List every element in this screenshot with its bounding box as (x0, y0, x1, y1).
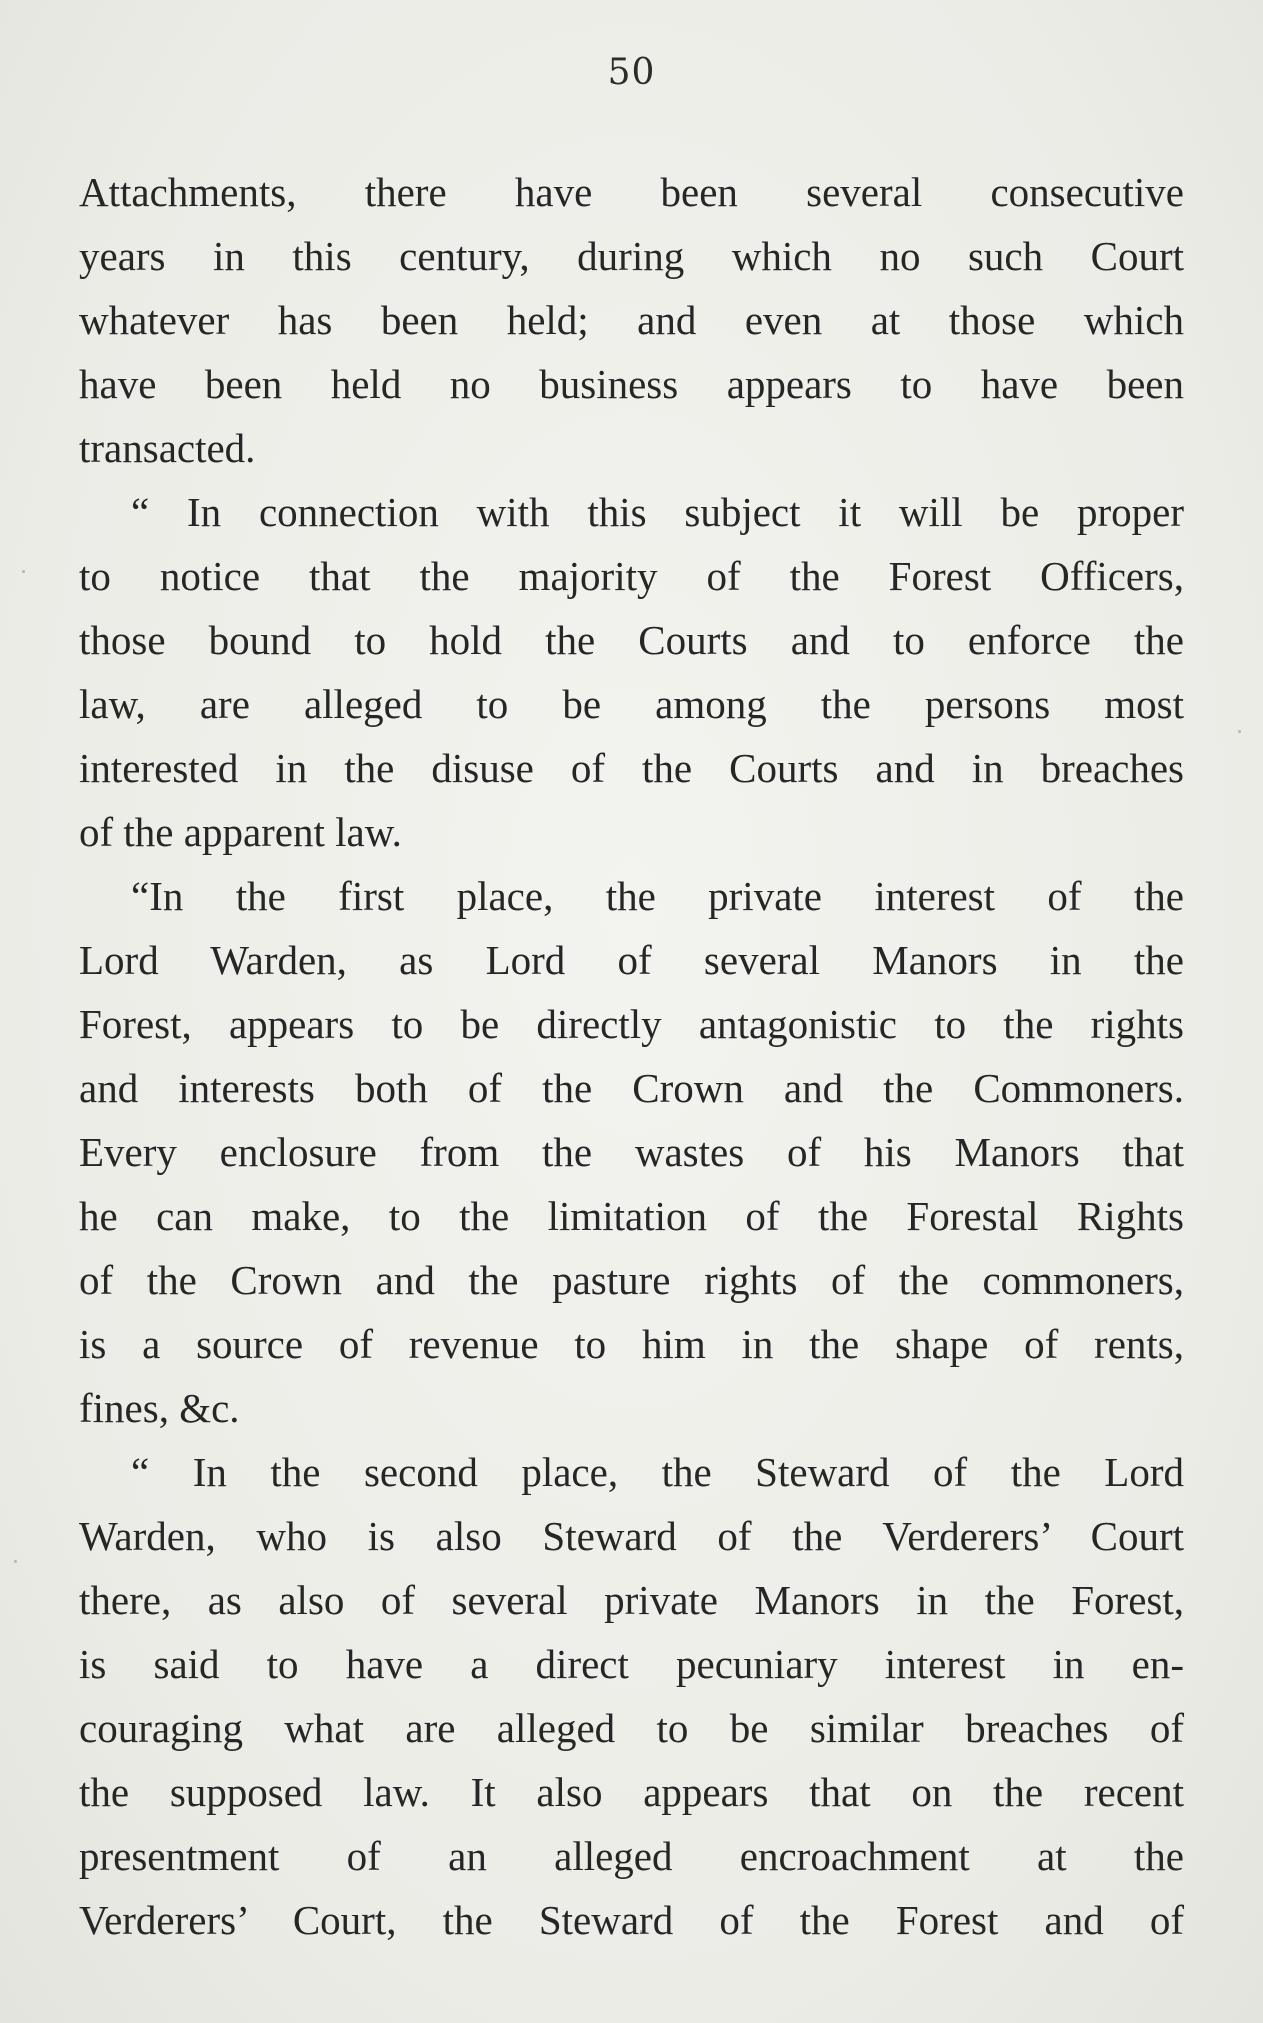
text-line: years in this century, during which no such Court (79, 233, 1184, 279)
text-line: Every enclosure from the wastes of his Manors that (79, 1129, 1184, 1175)
text-line: “ In connection with this subject it will be proper (131, 489, 1184, 535)
paper-speck (1238, 730, 1241, 733)
text-line: fines, &c. (79, 1385, 240, 1431)
text-line: have been held no business appears to have been (79, 361, 1184, 407)
paper-speck (14, 1560, 17, 1563)
body-text (79, 160, 1184, 1952)
paper-speck (22, 570, 25, 573)
text-line: interested in the disuse of the Courts and in breaches (79, 745, 1184, 791)
text-line: to notice that the majority of the Forest Officers, (79, 553, 1184, 599)
text-line: Lord Warden, as Lord of several Manors in the (79, 937, 1184, 983)
text-line: is a source of revenue to him in the shape of rents, (79, 1321, 1184, 1367)
text-line: is said to have a direct pecuniary interest in en- (79, 1641, 1184, 1687)
text-line: he can make, to the limitation of the Forestal Rights (79, 1193, 1184, 1239)
text-line: transacted. (79, 425, 256, 471)
page-number: 50 (607, 52, 656, 93)
text-line: presentment of an alleged encroachment at the (79, 1833, 1184, 1879)
text-line: the supposed law. It also appears that on the recent (79, 1769, 1184, 1815)
text-line: Forest, appears to be directly antagonistic to the rights (79, 1001, 1184, 1047)
text-line: of the Crown and the pasture rights of the commoners, (79, 1257, 1184, 1303)
text-line: and interests both of the Crown and the Commoners. (79, 1065, 1184, 1111)
text-line: couraging what are alleged to be similar breaches of (79, 1705, 1184, 1751)
text-line: those bound to hold the Courts and to enforce the (79, 617, 1184, 663)
text-line: Warden, who is also Steward of the Verderers’ Court (79, 1513, 1184, 1559)
text-line: “In the first place, the private interest of the (131, 873, 1184, 919)
text-line: of the apparent law. (79, 809, 402, 855)
text-line: law, are alleged to be among the persons most (79, 681, 1184, 727)
text-line: Verderers’ Court, the Steward of the Forest and of (79, 1897, 1184, 1943)
text-line: there, as also of several private Manors in the Forest, (79, 1577, 1184, 1623)
text-line: Attachments, there have been several consecutive (79, 169, 1184, 215)
text-line: whatever has been held; and even at those which (79, 297, 1184, 343)
text-line: “ In the second place, the Steward of the Lord (131, 1449, 1184, 1495)
